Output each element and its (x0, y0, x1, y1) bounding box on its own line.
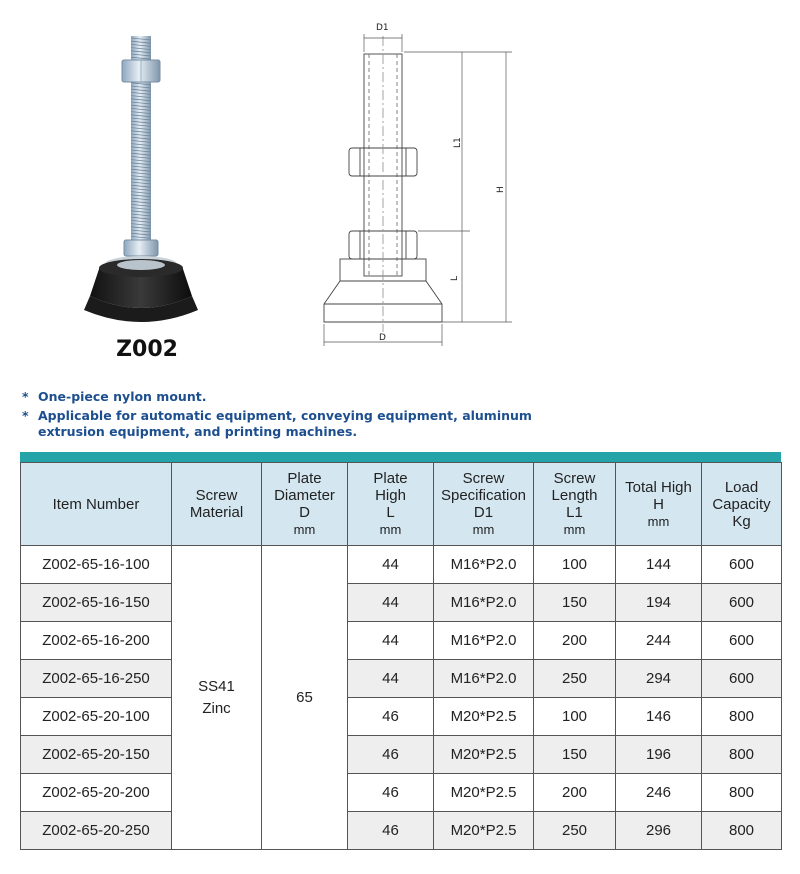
header-line: Total High (625, 478, 692, 496)
cell-screw-spec: M20*P2.5 (434, 698, 534, 736)
cell-item-number: Z002-65-20-200 (21, 774, 172, 812)
cell-plate-high: 46 (348, 774, 434, 812)
label-d: D (379, 333, 386, 343)
cell-plate-high: 46 (348, 812, 434, 850)
cell-load-capacity: 800 (702, 698, 782, 736)
header-line: Load (724, 478, 759, 496)
table-row (21, 622, 782, 660)
cell-screw-length: 200 (534, 622, 616, 660)
cell-total-high: 144 (616, 546, 702, 584)
cell-screw-spec: M16*P2.0 (434, 622, 534, 660)
cell-load-capacity: 800 (702, 736, 782, 774)
bullet-star: * (22, 389, 29, 404)
cell-total-high: 196 (616, 736, 702, 774)
cell-total-high: 194 (616, 584, 702, 622)
header-line: Diameter (274, 487, 335, 504)
cell-plate-high: 44 (348, 660, 434, 698)
header-line: L1 (566, 504, 583, 521)
cell-load-capacity: 600 (702, 584, 782, 622)
header-line: Screw (195, 487, 238, 504)
table-row (21, 698, 782, 736)
table-row (21, 584, 782, 622)
header-line: High (375, 487, 406, 504)
cell-screw-length: 100 (534, 546, 616, 584)
cell-screw-length: 250 (534, 660, 616, 698)
cell-total-high: 244 (616, 622, 702, 660)
cell-load-capacity: 600 (702, 660, 782, 698)
cell-screw-material (172, 546, 262, 850)
header-line: Capacity (712, 495, 771, 513)
technical-drawing (300, 14, 540, 354)
cell-screw-spec: M20*P2.5 (434, 812, 534, 850)
cell-plate-diameter: 65 (262, 546, 348, 850)
column-header (172, 463, 262, 546)
cell-total-high: 146 (616, 698, 702, 736)
cell-screw-spec: M16*P2.0 (434, 584, 534, 622)
cell-screw-spec: M16*P2.0 (434, 660, 534, 698)
note-text: One-piece nylon mount. (38, 389, 207, 404)
header-line: Plate (287, 470, 322, 487)
cell-total-high: 294 (616, 660, 702, 698)
label-h: H (496, 186, 506, 193)
header-line: Screw (462, 470, 505, 487)
header-line: L (386, 504, 395, 521)
column-header (348, 463, 434, 546)
cell-plate-high: 44 (348, 584, 434, 622)
cell-screw-spec: M20*P2.5 (434, 736, 534, 774)
material-line: SS41 (198, 677, 235, 695)
cell-total-high: 246 (616, 774, 702, 812)
material-line: Zinc (202, 699, 231, 717)
table-row (21, 774, 782, 812)
header-line: Item Number (52, 495, 140, 513)
label-d1: D1 (376, 23, 389, 33)
column-header (534, 463, 616, 546)
model-code: Z002 (116, 337, 178, 362)
header-unit: mm (293, 522, 316, 537)
product-photo (60, 28, 230, 328)
cell-plate-high: 46 (348, 736, 434, 774)
column-header (21, 463, 172, 546)
cell-plate-high: 46 (348, 698, 434, 736)
cell-item-number: Z002-65-16-250 (21, 660, 172, 698)
cell-item-number: Z002-65-20-250 (21, 812, 172, 850)
cell-load-capacity: 600 (702, 622, 782, 660)
header-unit: mm (472, 522, 495, 537)
cell-load-capacity: 800 (702, 774, 782, 812)
header-line: Material (189, 504, 244, 521)
header-line: D1 (473, 504, 494, 521)
table-body (21, 546, 782, 850)
header-line: Specification (440, 487, 527, 504)
cell-screw-spec: M16*P2.0 (434, 546, 534, 584)
cell-screw-spec: M20*P2.5 (434, 774, 534, 812)
column-header (434, 463, 534, 546)
note-item (22, 408, 582, 440)
column-header (262, 463, 348, 546)
cell-load-capacity: 600 (702, 546, 782, 584)
cell-item-number: Z002-65-16-150 (21, 584, 172, 622)
note-item (22, 389, 582, 405)
cell-item-number: Z002-65-20-150 (21, 736, 172, 774)
table-accent-bar (20, 452, 781, 462)
cell-item-number: Z002-65-16-200 (21, 622, 172, 660)
table-row (21, 660, 782, 698)
cell-screw-length: 100 (534, 698, 616, 736)
cell-item-number: Z002-65-16-100 (21, 546, 172, 584)
note-text: Applicable for automatic equipment, conveying equipment, aluminum extrusion equipment, and printing machines. (38, 408, 532, 439)
cell-screw-length: 250 (534, 812, 616, 850)
feature-notes (22, 389, 582, 443)
header-unit: mm (379, 522, 402, 537)
upper-nut (122, 60, 160, 82)
cell-total-high: 296 (616, 812, 702, 850)
table-header-row (21, 463, 782, 546)
header-unit: mm (647, 513, 670, 529)
cell-screw-length: 200 (534, 774, 616, 812)
label-l: L (450, 275, 460, 281)
column-header (702, 463, 782, 546)
header-line: Screw (553, 470, 596, 487)
cell-plate-high: 44 (348, 622, 434, 660)
header-line: D (299, 504, 310, 521)
spec-table (20, 462, 782, 850)
cell-plate-high: 44 (348, 546, 434, 584)
column-header (616, 463, 702, 546)
cell-load-capacity: 800 (702, 812, 782, 850)
header-line: Plate (373, 470, 408, 487)
nylon-base (84, 256, 198, 322)
header-line: Length (551, 487, 598, 504)
cell-item-number: Z002-65-20-100 (21, 698, 172, 736)
cell-screw-length: 150 (534, 584, 616, 622)
table-row (21, 812, 782, 850)
bullet-star: * (22, 408, 29, 423)
label-l1: L1 (453, 137, 463, 148)
lower-nut (124, 240, 158, 256)
header-line: H (653, 495, 664, 513)
table-row (21, 546, 782, 584)
header-unit: mm (563, 522, 586, 537)
spec-table-container (20, 452, 781, 850)
cell-screw-length: 150 (534, 736, 616, 774)
header-line: Kg (732, 512, 751, 530)
table-row (21, 736, 782, 774)
